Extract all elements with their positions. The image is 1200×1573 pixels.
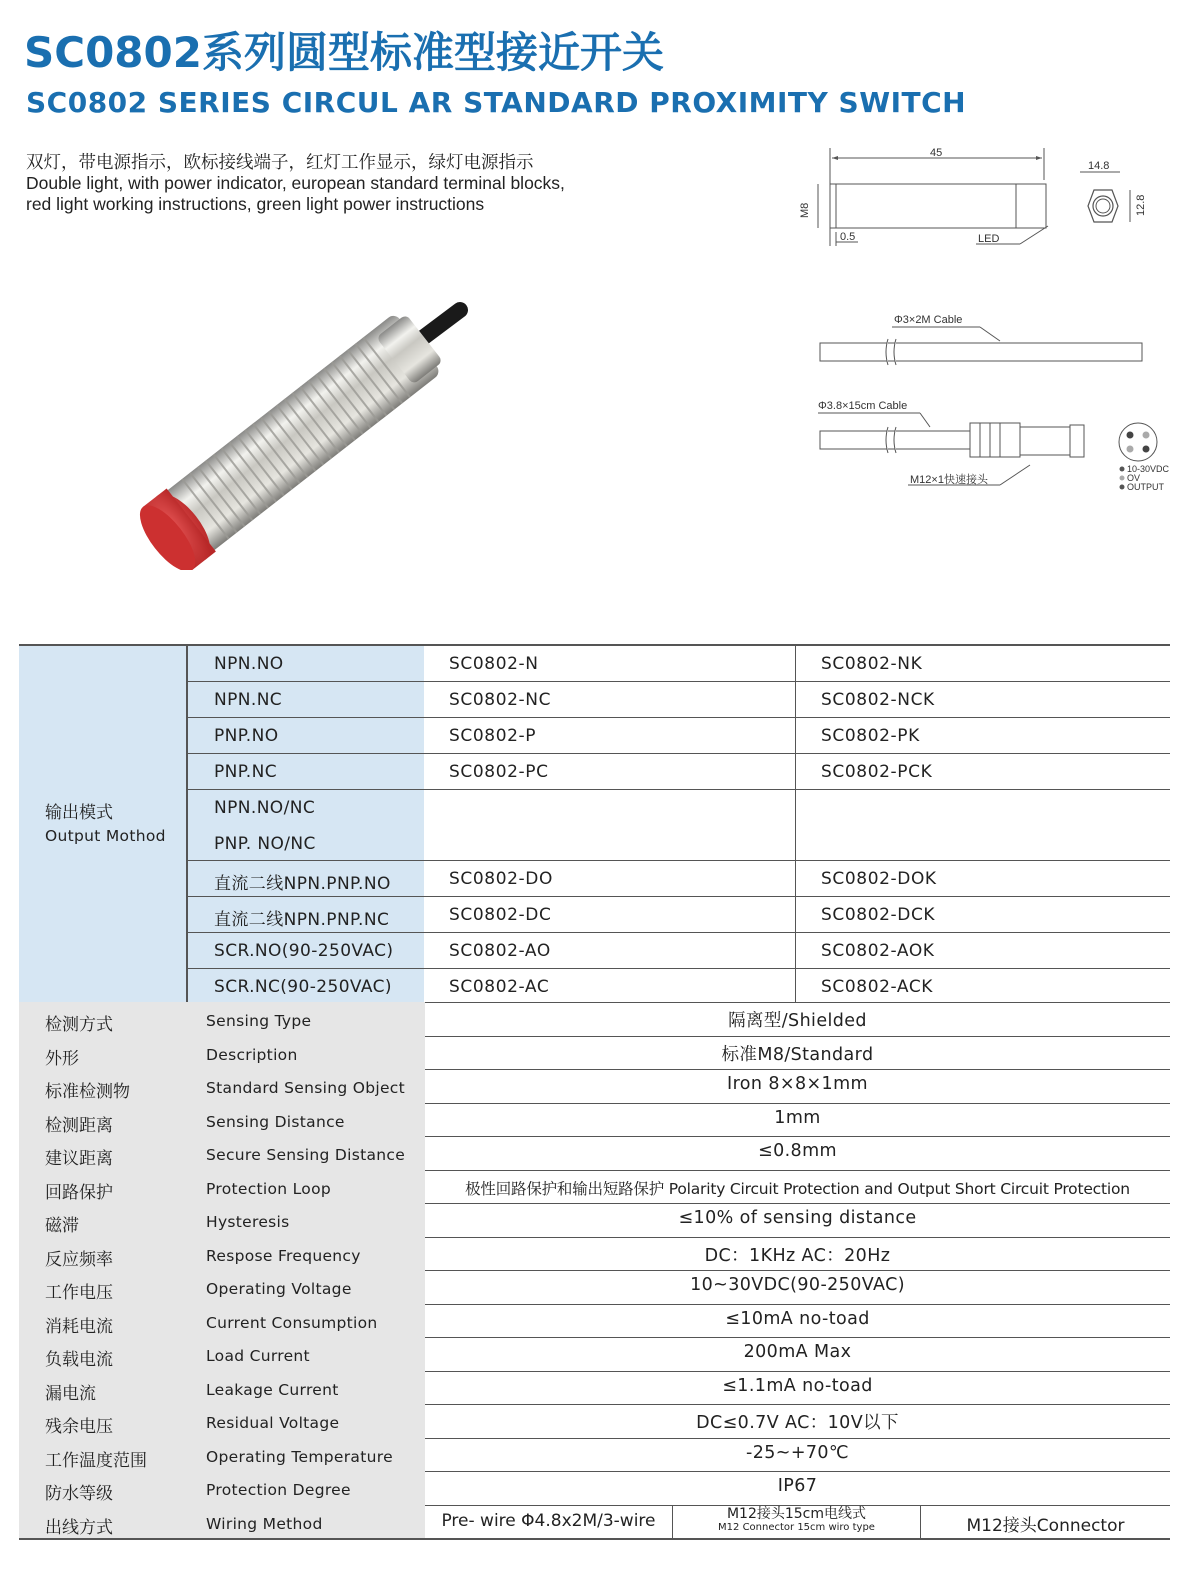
spec-row [19, 1404, 1170, 1438]
spec-label-cn: 消耗电流 [45, 1316, 113, 1337]
dim-thread: M8 [799, 202, 811, 218]
spec-label-cn: 回路保护 [45, 1182, 113, 1203]
spec-row [19, 1103, 1170, 1137]
model-connector: SC0802-PCK [821, 762, 933, 782]
model-connector: SC0802-DOK [821, 869, 937, 889]
output-row [186, 754, 1170, 790]
output-mode: SCR.NC(90-250VAC) [214, 977, 392, 997]
wiring-option-m12-connector: M12接头Connector [966, 1515, 1125, 1536]
wiring-label-cn: 出线方式 [45, 1517, 113, 1538]
cable-1-label: Φ3×2M Cable [894, 314, 963, 326]
spec-row [19, 1203, 1170, 1237]
spec-value: 隔离型/Shielded [728, 1011, 867, 1031]
spec-label-cn: 残余电压 [45, 1417, 113, 1437]
output-row [186, 969, 1170, 1002]
output-row [186, 718, 1170, 754]
spec-label-cn: 建议距离 [45, 1149, 113, 1169]
model-no-cable: SC0802-P [449, 726, 537, 746]
output-mode: PNP. NO/NC [214, 834, 316, 854]
output-mode: PNP.NC [214, 762, 277, 782]
spec-label-cn: 负载电流 [45, 1350, 113, 1370]
model-connector: SC0802-ACK [821, 977, 934, 997]
page-title-en: SC0802 SERIES CIRCUL AR STANDARD PROXIMITY SWITCH [26, 86, 967, 119]
model-no-cable: SC0802-DC [449, 905, 552, 925]
model-no-cable: SC0802-NC [449, 690, 552, 710]
spec-label-en: Protection Degree [206, 1481, 351, 1499]
spec-label-en: Operating Voltage [206, 1280, 352, 1298]
dim-length: 45 [930, 147, 943, 159]
output-mode: 直流二线NPN.PNP.NC [214, 910, 390, 930]
spec-label-en: Sensing Distance [206, 1112, 345, 1131]
spec-label-en: Hysteresis [206, 1213, 290, 1231]
spec-row [19, 1270, 1170, 1304]
spec-label-cn: 标准检测物 [45, 1082, 130, 1102]
output-mode: NPN.NC [214, 690, 283, 710]
pin-label: OUTPUT [1127, 482, 1164, 492]
spec-value: 10~30VDC(90-250VAC) [690, 1275, 905, 1295]
description-en-2: red light working instructions, green light power instructions [26, 194, 485, 214]
dim-offset: 0.5 [840, 231, 856, 243]
output-label-en: Output Mothod [45, 827, 166, 845]
spec-label-cn: 磁滞 [45, 1216, 79, 1236]
output-row [186, 682, 1170, 718]
page-title-cn: SC0802系列圆型标准型接近开关 [24, 28, 664, 77]
model-no-cable: SC0802-DO [449, 869, 553, 889]
wiring-label-en: Wiring Method [206, 1514, 323, 1533]
spec-value: ≤0.8mm [758, 1141, 837, 1161]
spec-value: -25~+70℃ [745, 1442, 850, 1463]
spec-row [19, 1237, 1170, 1271]
model-no-cable: SC0802-AO [449, 941, 551, 961]
model-connector: SC0802-PK [821, 726, 920, 746]
wiring-option-prewire: Pre- wire Φ4.8x2M/3-wire [441, 1510, 656, 1531]
table-bottom-rule [19, 1538, 1170, 1540]
spec-label-en: Sensing Type [206, 1012, 312, 1030]
spec-value: ≤10% of sensing distance [678, 1208, 917, 1228]
output-label-cn: 输出模式 [45, 803, 113, 823]
dim-nut-width: 14.8 [1088, 160, 1110, 172]
output-row [186, 933, 1170, 969]
dim-nut-height: 12.8 [1135, 194, 1147, 216]
spec-label-cn: 工作温度范围 [45, 1450, 147, 1471]
spec-label-cn: 防水等级 [45, 1484, 113, 1504]
spec-value: IP67 [777, 1476, 818, 1496]
spec-row [19, 1170, 1170, 1204]
spec-label-en: Current Consumption [206, 1313, 378, 1332]
spec-row [19, 1136, 1170, 1170]
output-mode: SCR.NO(90-250VAC) [214, 941, 394, 961]
spec-value: ≤10mA no-toad [725, 1308, 870, 1329]
cable-drawing [800, 305, 1180, 505]
spec-label-en: Operating Temperature [206, 1447, 393, 1466]
output-mode: NPN.NO [214, 654, 284, 674]
output-row [186, 861, 1170, 897]
spec-label-en: Residual Voltage [206, 1414, 340, 1432]
model-no-cable: SC0802-PC [449, 762, 549, 782]
dimension-drawing [780, 140, 1180, 255]
spec-label-en: Load Current [206, 1347, 310, 1365]
spec-value: 极性回路保护和输出短路保护 Polarity Circuit Protection and Output Short Circuit Protection [465, 1179, 1130, 1198]
model-no-cable: SC0802-AC [449, 977, 550, 997]
spec-row [19, 1069, 1170, 1103]
spec-value: 200mA Max [743, 1342, 852, 1362]
spec-label-en: Description [206, 1045, 298, 1064]
spec-row [19, 1337, 1170, 1371]
spec-value: DC：1KHz AC：20Hz [704, 1245, 891, 1266]
output-mode: NPN.NO/NC [214, 798, 316, 818]
description-en-1: Double light, with power indicator, european standard terminal blocks, [26, 173, 565, 193]
spec-value: Iron 8×8×1mm [727, 1074, 868, 1094]
output-method-label [19, 646, 186, 1002]
pin-label: 10-30VDC [1127, 464, 1170, 474]
wiring-option-m12-cable-cn: M12接头15cm电线式 [726, 1505, 867, 1522]
spec-label-en: Protection Loop [206, 1179, 332, 1198]
spec-value: DC≤0.7V AC：10V以下 [696, 1413, 899, 1433]
spec-value: ≤1.1mA no-toad [722, 1375, 873, 1396]
spec-label-en: Secure Sensing Distance [206, 1146, 406, 1164]
spec-row [19, 1438, 1170, 1472]
output-row [186, 897, 1170, 933]
spec-value: 1mm [774, 1107, 821, 1128]
output-mode: PNP.NO [214, 726, 279, 746]
cable-2-label: Φ3.8×15cm Cable [818, 400, 908, 412]
spec-row [19, 1304, 1170, 1338]
model-no-cable: SC0802-N [449, 654, 539, 674]
spec-label-cn: 漏电流 [45, 1383, 96, 1404]
pin-label: OV [1127, 473, 1141, 483]
spec-label-cn: 检测方式 [45, 1015, 113, 1035]
wiring-option-m12-cable-en: M12 Connector 15cm wiro type [718, 1521, 875, 1533]
spec-row [19, 1471, 1170, 1505]
spec-label-cn: 外形 [45, 1048, 79, 1069]
spec-row [19, 1036, 1170, 1070]
spec-label-en: Respose Frequency [206, 1246, 361, 1265]
model-connector: SC0802-NK [821, 654, 923, 674]
model-connector: SC0802-DCK [821, 905, 936, 925]
dim-led: LED [978, 233, 1000, 245]
spec-label-cn: 反应频率 [45, 1249, 113, 1270]
model-connector: SC0802-NCK [821, 690, 935, 710]
connector-label: M12×1快速接头 [910, 474, 988, 486]
spec-label-en: Leakage Current [206, 1380, 339, 1399]
output-mode: 直流二线NPN.PNP.NO [214, 874, 391, 894]
spec-label-en: Standard Sensing Object [206, 1079, 405, 1097]
wiring-row [19, 1505, 1170, 1539]
description [26, 152, 565, 215]
spec-row [19, 1002, 1170, 1036]
spec-value: 标准M8/Standard [721, 1044, 874, 1065]
spec-label-cn: 工作电压 [45, 1283, 113, 1303]
model-connector: SC0802-AOK [821, 941, 935, 961]
output-row [186, 790, 1170, 861]
sensor-product-image [120, 300, 480, 570]
description-cn: 双灯，带电源指示，欧标接线端子，红灯工作显示，绿灯电源指示 [26, 152, 534, 172]
spec-row [19, 1371, 1170, 1405]
output-row [186, 646, 1170, 682]
spec-label-cn: 检测距离 [45, 1115, 113, 1136]
